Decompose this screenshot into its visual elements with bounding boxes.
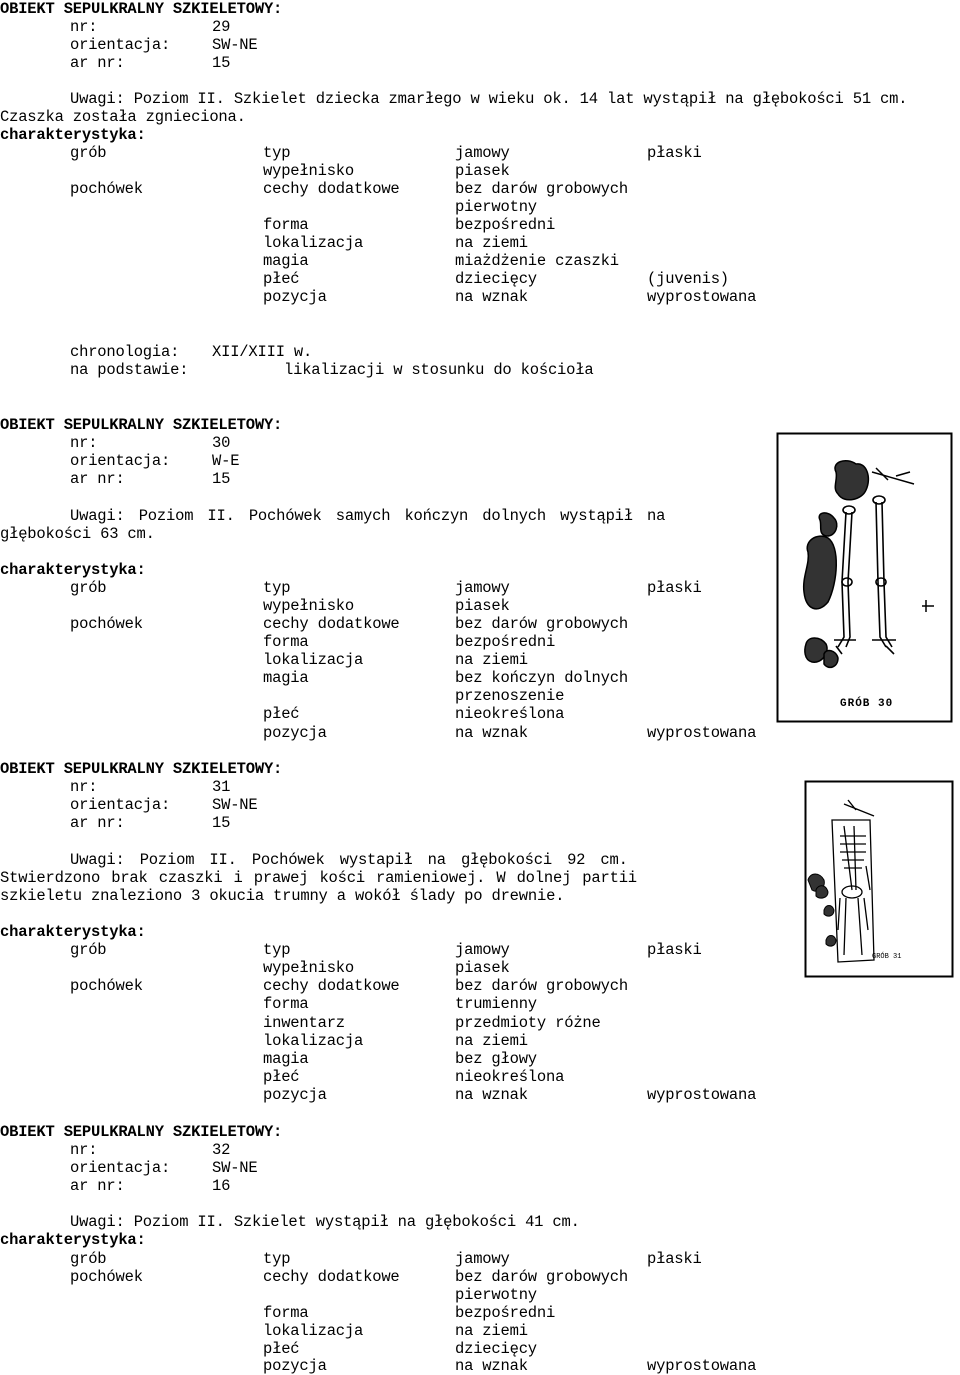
attribute-value: miażdżenie czaszki	[455, 252, 619, 270]
orientation-label: orientacja:	[70, 36, 171, 54]
attribute-value: bez darów grobowych	[455, 977, 628, 995]
attribute-name: magia	[263, 669, 309, 687]
grave-label: grób	[70, 579, 107, 597]
attribute-value: przedmioty różne	[455, 1014, 601, 1032]
scale-pointer-icon	[872, 468, 914, 484]
attribute-value: na ziemi	[455, 1032, 528, 1050]
attribute-name: wypełnisko	[263, 959, 355, 977]
attribute-name: wypełnisko	[263, 597, 355, 615]
grave-30-drawing	[776, 432, 953, 723]
burial-label: pochówek	[70, 977, 143, 995]
remarks-line: Uwagi: Poziom II. Pochówek wystapił na głębokości 92 cm.	[70, 851, 628, 869]
attribute-name: typ	[263, 579, 291, 597]
remarks-line: szkieletu znaleziono 3 okucia trumny a wokół ślady po drewnie.	[0, 887, 565, 905]
burial-label: pochówek	[70, 180, 143, 198]
remarks-line: Czaszka została zgnieciona.	[0, 108, 246, 126]
object-header: OBIEKT SEPULKRALNY SZKIELETOWY:	[0, 1123, 283, 1141]
scale-pointer-icon	[844, 800, 874, 816]
ar-nr-label: ar nr:	[70, 54, 125, 72]
attribute-name: pozycja	[263, 288, 327, 306]
attribute-extra: wyprostowana	[647, 1357, 757, 1375]
attribute-value: bez kończyn dolnych	[455, 669, 628, 687]
attribute-name: cechy dodatkowe	[263, 977, 400, 995]
orientation-value: SW-NE	[212, 1159, 258, 1177]
attribute-value: nieokreślona	[455, 1068, 565, 1086]
attribute-name: pozycja	[263, 1357, 327, 1375]
attribute-value: bezpośredni	[455, 633, 556, 651]
ar-nr-value: 15	[212, 470, 231, 488]
attribute-value: nieokreślona	[455, 705, 565, 723]
attribute-value: piasek	[455, 959, 510, 977]
remarks-line: Uwagi: Poziom II. Szkielet dziecka zmarłego w wieku ok. 14 lat wystąpił na głębokości 51 cm.	[70, 90, 908, 108]
nr-value: 32	[212, 1141, 231, 1159]
nr-label: nr:	[70, 434, 98, 452]
attribute-name: lokalizacja	[263, 1032, 364, 1050]
nr-value: 30	[212, 434, 231, 452]
basis-value: likalizacji w stosunku do kościoła	[284, 361, 594, 379]
grave-31-drawing	[804, 780, 954, 978]
attribute-extra: wyprostowana	[647, 1086, 757, 1104]
drawing-frame	[806, 782, 953, 977]
attribute-value: jamowy	[455, 941, 510, 959]
attribute-extra: wyprostowana	[647, 724, 757, 742]
ar-nr-label: ar nr:	[70, 814, 125, 832]
orientation-label: orientacja:	[70, 452, 171, 470]
attribute-value: dziecięcy	[455, 270, 537, 288]
attribute-value: bez darów grobowych	[455, 1268, 628, 1286]
object-header: OBIEKT SEPULKRALNY SZKIELETOWY:	[0, 416, 283, 434]
attribute-name: wypełnisko	[263, 162, 355, 180]
attribute-name: cechy dodatkowe	[263, 1268, 400, 1286]
ar-nr-label: ar nr:	[70, 1177, 125, 1195]
attribute-value: na wznak	[455, 288, 528, 306]
attribute-name: forma	[263, 995, 309, 1013]
attribute-name: płeć	[263, 270, 300, 288]
remarks-line: Stwierdzono brak czaszki i prawej kości ramieniowej. W dolnej partii	[0, 869, 637, 887]
attribute-name: typ	[263, 144, 291, 162]
attribute-extra: płaski	[647, 579, 702, 597]
remarks-line: głębokości 63 cm.	[0, 525, 155, 543]
attribute-name: magia	[263, 1050, 309, 1068]
nr-value: 31	[212, 778, 231, 796]
chronology-value: XII/XIII w.	[212, 343, 313, 361]
burial-label: pochówek	[70, 615, 143, 633]
object-header: OBIEKT SEPULKRALNY SZKIELETOWY:	[0, 0, 283, 18]
attribute-name: forma	[263, 1304, 309, 1322]
orientation-label: orientacja:	[70, 1159, 171, 1177]
attribute-value: trumienny	[455, 995, 537, 1013]
orientation-value: W-E	[212, 452, 240, 470]
attribute-value: jamowy	[455, 144, 510, 162]
bone-fragment-icon	[804, 461, 869, 668]
attribute-extra: wyprostowana	[647, 288, 757, 306]
skeleton-icon	[838, 826, 870, 955]
attribute-value: przenoszenie	[455, 687, 565, 705]
attribute-name: forma	[263, 633, 309, 651]
attribute-value: jamowy	[455, 579, 510, 597]
burial-label: pochówek	[70, 1268, 143, 1286]
nr-label: nr:	[70, 778, 98, 796]
characteristics-heading: charakterystyka:	[0, 126, 146, 144]
remarks-line: Uwagi: Poziom II. Szkielet wystąpił na głębokości 41 cm.	[70, 1213, 580, 1231]
attribute-value: na wznak	[455, 1086, 528, 1104]
attribute-name: typ	[263, 941, 291, 959]
grave-label: grób	[70, 1250, 107, 1268]
attribute-name: lokalizacja	[263, 1322, 364, 1340]
attribute-name: cechy dodatkowe	[263, 180, 400, 198]
basis-label: na podstawie:	[70, 361, 189, 379]
attribute-value: bez darów grobowych	[455, 180, 628, 198]
attribute-name: magia	[263, 252, 309, 270]
attribute-name: pozycja	[263, 724, 327, 742]
attribute-name: lokalizacja	[263, 234, 364, 252]
nr-value: 29	[212, 18, 231, 36]
attribute-value: bez głowy	[455, 1050, 537, 1068]
characteristics-heading: charakterystyka:	[0, 923, 146, 941]
chronology-label: chronologia:	[70, 343, 180, 361]
attribute-name: cechy dodatkowe	[263, 615, 400, 633]
orientation-label: orientacja:	[70, 796, 171, 814]
orientation-value: SW-NE	[212, 796, 258, 814]
attribute-value: bezpośredni	[455, 1304, 556, 1322]
attribute-value: na ziemi	[455, 651, 528, 669]
attribute-extra: płaski	[647, 1250, 702, 1268]
grave-label: grób	[70, 144, 107, 162]
attribute-name: płeć	[263, 705, 300, 723]
attribute-name: lokalizacja	[263, 651, 364, 669]
ar-nr-value: 15	[212, 814, 231, 832]
attribute-extra: (juvenis)	[647, 270, 729, 288]
characteristics-heading: charakterystyka:	[0, 1231, 146, 1249]
attribute-value: piasek	[455, 162, 510, 180]
characteristics-heading: charakterystyka:	[0, 561, 146, 579]
attribute-value: na ziemi	[455, 234, 528, 252]
coffin-outline-icon	[832, 820, 874, 962]
attribute-value: na wznak	[455, 724, 528, 742]
attribute-extra: płaski	[647, 941, 702, 959]
remarks-line: Uwagi: Poziom II. Pochówek samych kończyn dolnych wystąpił na	[70, 507, 666, 525]
figure-caption: GRÓB 30	[840, 698, 894, 710]
ar-nr-label: ar nr:	[70, 470, 125, 488]
object-header: OBIEKT SEPULKRALNY SZKIELETOWY:	[0, 760, 283, 778]
attribute-value: na wznak	[455, 1357, 528, 1375]
coffin-fitting-icon	[808, 874, 836, 946]
attribute-name: typ	[263, 1250, 291, 1268]
attribute-value: bez darów grobowych	[455, 615, 628, 633]
attribute-value: jamowy	[455, 1250, 510, 1268]
ar-nr-value: 16	[212, 1177, 231, 1195]
nr-label: nr:	[70, 1141, 98, 1159]
attribute-name: płeć	[263, 1340, 300, 1358]
attribute-value: bezpośredni	[455, 216, 556, 234]
attribute-value: pierwotny	[455, 1286, 537, 1304]
nr-label: nr:	[70, 18, 98, 36]
attribute-value: pierwotny	[455, 198, 537, 216]
attribute-value: dziecięcy	[455, 1340, 537, 1358]
attribute-name: inwentarz	[263, 1014, 345, 1032]
attribute-extra: płaski	[647, 144, 702, 162]
ar-nr-value: 15	[212, 54, 231, 72]
orientation-value: SW-NE	[212, 36, 258, 54]
attribute-value: piasek	[455, 597, 510, 615]
attribute-name: pozycja	[263, 1086, 327, 1104]
attribute-value: na ziemi	[455, 1322, 528, 1340]
grave-label: grób	[70, 941, 107, 959]
leg-bones-icon	[834, 496, 896, 654]
figure-caption: GRÓB 31	[872, 953, 902, 961]
attribute-name: płeć	[263, 1068, 300, 1086]
scale-marker-icon	[922, 600, 934, 612]
attribute-name: forma	[263, 216, 309, 234]
